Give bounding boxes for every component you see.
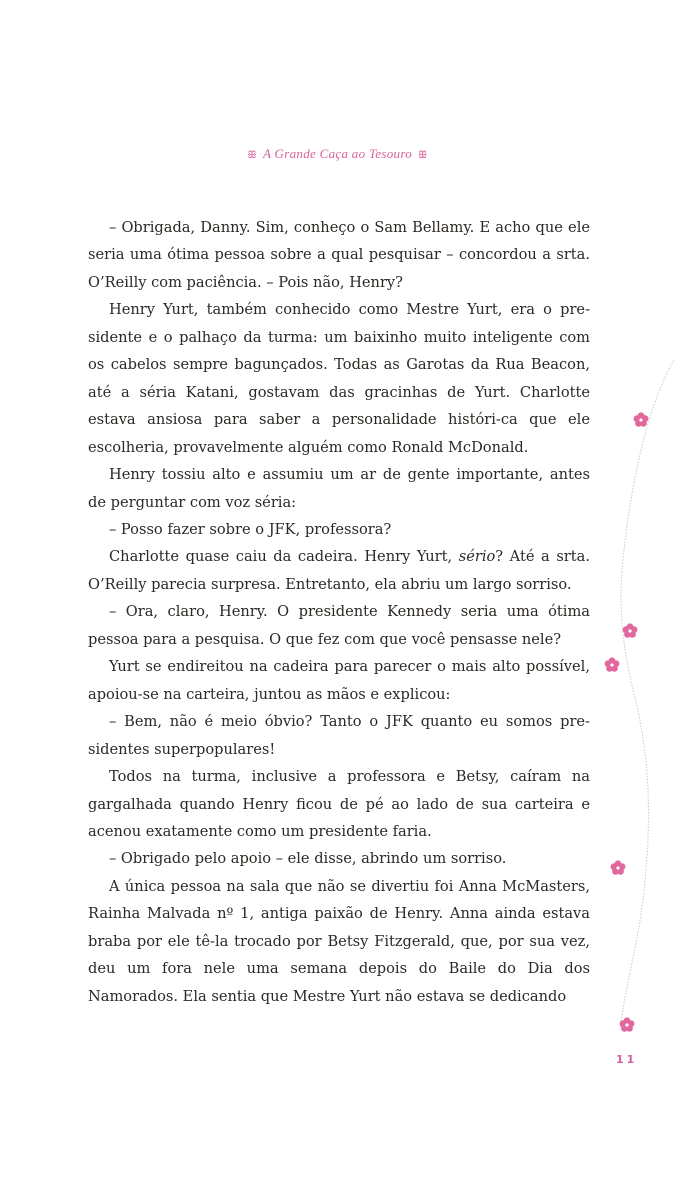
flower-icon — [610, 860, 626, 876]
flower-icon — [619, 1017, 635, 1033]
emphasis: sério — [458, 548, 496, 566]
paragraph: A única pessoa na sala que não se divertiu foi Anna McMasters, Rainha Malvada nº 1, antiga paixão de Henry. Anna ainda estava braba por ele tê-la trocado por Betsy Fitzgerald, que, por sua vez, deu um fora nele uma semana depois do Baile do Dia dos Namorados. Ela sentia que Mestre Yurt não estava se dedicando — [88, 877, 590, 1005]
flower-icon — [622, 623, 638, 639]
paragraph — [88, 543, 590, 598]
page-number: 11 — [616, 1053, 638, 1066]
paragraph: – Ora, claro, Henry. O presidente Kennedy seria uma ótima pessoa para a pesquisa. O que fez com que você pensasse nele? — [88, 603, 590, 648]
ornament-left-icon: ꕥ — [247, 150, 257, 161]
running-header — [0, 146, 675, 162]
running-title: A Grande Caça ao Tesouro — [262, 146, 412, 161]
text-run: ? Até a srta. O’Reilly parecia surpresa. Entretanto, ela abriu um largo sorriso. — [88, 548, 590, 593]
flower-icon — [633, 412, 649, 428]
ornament-right-icon: ꕥ — [418, 150, 428, 161]
paragraph: – Posso fazer sobre o JFK, professora? — [109, 520, 392, 538]
flower-icon — [604, 657, 620, 673]
paragraph: – Obrigado pelo apoio – ele disse, abrindo um sorriso. — [109, 850, 507, 868]
paragraph: – Obrigada, Danny. Sim, conheço o Sam Bellamy. E acho que ele seria uma ótima pessoa sobre a qual pesquisar – concordou a srta. O’Reilly com paciência. – Pois não, Henry? — [88, 219, 590, 291]
vine-decoration-icon — [590, 340, 675, 1040]
paragraph: Todos na turma, inclusive a professora e Betsy, caíram na gargalhada quando Henry ficou de pé ao lado de sua carteira e acenou exatamente como um presidente faria. — [88, 768, 590, 840]
text-run: Charlotte quase caiu da cadeira. Henry Yurt, — [109, 548, 459, 566]
paragraph: Henry tossiu alto e assumiu um ar de gente importante, antes de perguntar com voz séria: — [88, 466, 590, 511]
paragraph: Yurt se endireitou na cadeira para parecer o mais alto possível, apoiou-se na carteira, juntou as mãos e explicou: — [88, 658, 590, 703]
paragraph: Henry Yurt, também conhecido como Mestre Yurt, era o pre-sidente e o palhaço da turma: um baixinho muito inteligente com os cabelos sempre bagunçados. Todas as Garotas da Rua Beacon, até a séria Katani, gostavam das gracinhas de Yurt. Charlotte estava ansiosa para saber a personalidade históri-ca que ele escolheria, provavelmente alguém como Ronald McDonald. — [88, 301, 590, 456]
paragraph: – Bem, não é meio óbvio? Tanto o JFK quanto eu somos pre-sidentes superpopulares! — [88, 713, 590, 758]
body-text — [88, 214, 590, 1010]
